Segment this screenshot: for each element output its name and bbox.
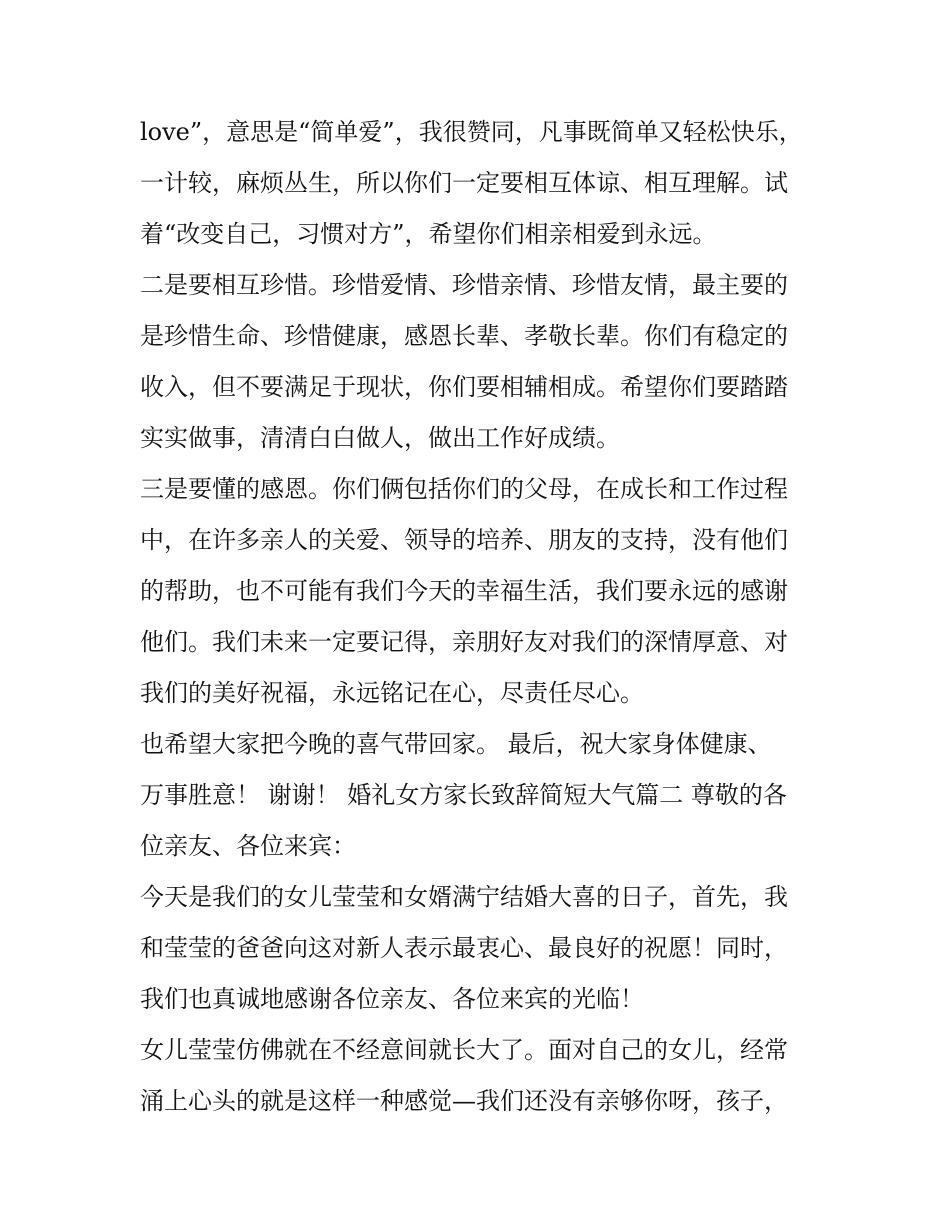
text-line-5: 是珍惜生命、珍惜健康，感恩长辈、孝敬长辈。你们有稳定的 (140, 322, 788, 350)
text-line-14: 万事胜意！ 谢谢！ 婚礼女方家长致辞简短大气篇二 尊敬的各 (140, 781, 787, 809)
text-line-4: 二是要相互珍惜。珍惜爱情、珍惜亲情、珍惜友情，最主要的 (140, 271, 788, 299)
text-line-7: 实实做事，清清白白做人，做出工作好成绩。 (140, 424, 620, 452)
text-line-13: 也希望大家把今晚的喜气带回家。 最后，祝大家身体健康、 (140, 730, 772, 758)
text-line-6: 收入，但不要满足于现状，你们要相辅相成。希望你们要踏踏 (140, 373, 788, 401)
text-line-12: 我们的美好祝福，永远铭记在心，尽责任尽心。 (140, 679, 644, 707)
text-line-10: 的帮助，也不可能有我们今天的幸福生活，我们要永远的感谢 (140, 577, 788, 605)
text-line-16: 今天是我们的女儿莹莹和女婿满宁结婚大喜的日子，首先，我 (140, 883, 788, 911)
text-line-8: 三是要懂的感恩。你们俩包括你们的父母，在成长和工作过程 (140, 475, 788, 503)
text-line-15: 位亲友、各位来宾： (140, 832, 356, 860)
text-line-17: 和莹莹的爸爸向这对新人表示最衷心、最良好的祝愿！同时， (140, 934, 788, 962)
text-line-1: love”，意思是“简单爱”，我很赞同，凡事既简单又轻松快乐， (140, 118, 803, 146)
document-body (140, 107, 815, 1127)
text-line-20: 涌上心头的就是这样一种感觉—我们还没有亲够你呀，孩子， (140, 1087, 788, 1115)
text-line-18: 我们也真诚地感谢各位亲友、各位来宾的光临！ (140, 985, 644, 1013)
text-line-9: 中，在许多亲人的关爱、领导的培养、朋友的支持，没有他们 (140, 526, 788, 554)
text-line-11: 他们。我们未来一定要记得，亲朋好友对我们的深情厚意、对 (140, 628, 788, 656)
text-line-3: 着“改变自己，习惯对方”，希望你们相亲相爱到永远。 (140, 220, 717, 248)
text-line-2: 一计较，麻烦丛生，所以你们一定要相互体谅、相互理解。试 (140, 169, 788, 197)
text-line-19: 女儿莹莹仿佛就在不经意间就长大了。面对自己的女儿，经常 (140, 1036, 788, 1064)
